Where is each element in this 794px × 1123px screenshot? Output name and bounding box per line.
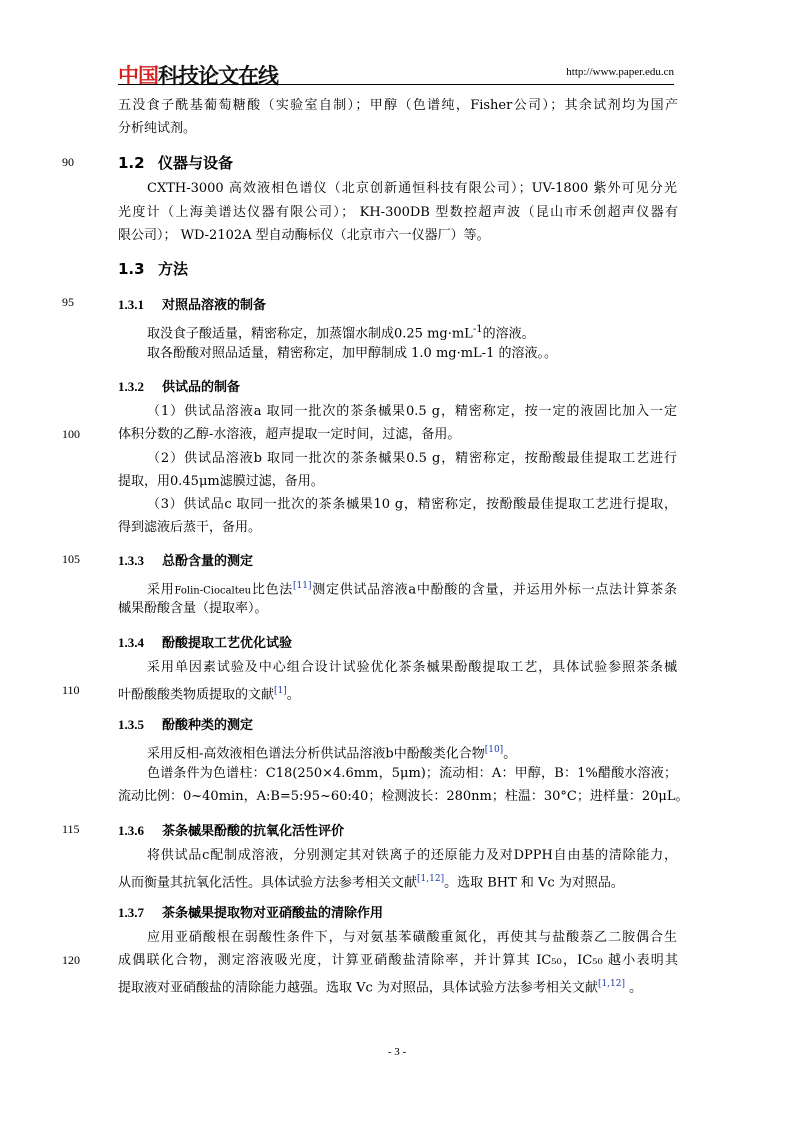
text-span: 。 [503, 746, 517, 762]
text-span: 测定供试品溶液a中酚酸的含量，并运用外标一点法计算茶条 [311, 582, 677, 598]
text-line: 采用单因素试验及中心组合设计试验优化茶条槭果酚酸提取工艺，具体试验参照茶条槭 [147, 660, 677, 675]
line-number: 95 [62, 295, 74, 309]
text-line [118, 974, 678, 998]
subsection-title: 酚酸种类的测定 [162, 718, 254, 733]
text-line: 将供试品c配制成溶液，分别测定其对铁离子的还原能力及对DPPH自由基的清除能力， [147, 848, 677, 863]
page-number: - 3 - [387, 1046, 407, 1058]
journal-logo [118, 60, 278, 90]
text-line: （2）供试品溶液b 取同一批次的茶条槭果0.5 g，精密称定，按酚酸最佳提取工艺进行 [147, 451, 677, 466]
superscript: -1 [472, 324, 483, 335]
subsection-heading [118, 550, 253, 569]
text-span: 从而衡量其抗氧化活性。具体试验方法参考相关文献 [118, 875, 418, 891]
text-span: 。 [286, 687, 300, 703]
header-url[interactable]: http://www.paper.edu.cn [566, 66, 674, 78]
text-line [118, 681, 678, 705]
text-line: 限公司）； WD-2102A 型自动酶标仪（北京市六一仪器厂）等。 [118, 228, 490, 243]
citation-link[interactable]: [10] [484, 745, 504, 755]
text-line: 五没食子酰基葡萄糖酸（实验室自制）；甲醇（色谱纯，Fisher公司）；其余试剂均为国产 [118, 98, 678, 113]
subsection-number: 1.3.1 [118, 297, 144, 312]
subsection-number: 1.3.2 [118, 379, 144, 394]
text-line [147, 740, 677, 764]
text-line: 流动比例：0~40min，A:B=5:95~60:40；检测波长：280nm；柱温：30°C；进样量：20μL。 [118, 789, 689, 804]
line-number: 100 [62, 427, 80, 441]
text-line: （1）供试品溶液a 取同一批次的茶条槭果0.5 g，精密称定，按一定的液固比加入一定 [147, 404, 677, 419]
subsection-title: 茶条槭果提取物对亚硝酸盐的清除作用 [162, 906, 384, 921]
text-line: 应用亚硝酸根在弱酸性条件下，与对氨基苯磺酸重氮化，再使其与盐酸萘乙二胺偶合生 [147, 930, 677, 945]
text-line: 取各酚酸对照品适量，精密称定，加甲醇制成 1.0 mg·mL-1 的溶液。。 [147, 346, 557, 361]
subsection-number: 1.3.6 [118, 823, 144, 838]
text-line: 分析纯试剂。 [118, 121, 197, 136]
section-heading [118, 152, 233, 173]
header-rule [118, 84, 674, 85]
section-number: 1.3 [118, 260, 145, 278]
section-title: 方法 [158, 260, 189, 278]
citation-link[interactable]: [1,12] [417, 874, 445, 884]
page-header [118, 56, 674, 86]
citation-link[interactable]: [1] [274, 686, 287, 696]
text-span: Folin-Ciocalteu [174, 585, 252, 597]
text-line: 槭果酚酸含量（提取率）。 [118, 601, 268, 616]
citation-link[interactable]: [11] [293, 581, 312, 591]
section-heading [118, 258, 188, 279]
text-line: （3）供试品c 取同一批次的茶条槭果10 g，精密称定，按酚酸最佳提取工艺进行提取， [147, 497, 677, 512]
line-number: 115 [62, 822, 80, 836]
subsection-heading [118, 632, 292, 651]
subsection-number: 1.3.5 [118, 717, 144, 732]
subsection-number: 1.3.4 [118, 635, 144, 650]
text-span: 。选取 BHT 和 Vc 为对照品。 [444, 875, 624, 891]
text-line [147, 320, 677, 344]
citation-link[interactable]: [1,12] [597, 979, 625, 989]
section-title: 仪器与设备 [158, 154, 234, 172]
logo-part1: 中国 [118, 64, 158, 88]
subsection-heading [118, 820, 344, 839]
subsection-heading [118, 902, 383, 921]
subsection-title: 总酚含量的测定 [162, 554, 254, 569]
text-span: 比色法 [251, 582, 294, 598]
text-line: CXTH-3000 高效液相色谱仪（北京创新通恒科技有限公司）；UV-1800 紫外可见分光 [147, 181, 677, 196]
text-span: 叶酚酸酸类物质提取的文献 [118, 687, 275, 703]
text-span: 提取液对亚硝酸盐的清除能力越强。选取 Vc 为对照品，具体试验方法参考相关文献 [118, 980, 598, 996]
line-number: 120 [62, 953, 80, 967]
text-line: 光度计（上海美谱达仪器有限公司）； KH-300DB 型数控超声波（昆山市禾创超声仪器有 [118, 205, 678, 220]
text-span: 采用 [147, 582, 175, 598]
subsection-heading [118, 294, 266, 313]
subsection-number: 1.3.3 [118, 553, 144, 568]
text-line: 成偶联化合物，测定溶液吸光度，计算亚硝酸盐清除率，并计算其 IC₅₀，IC₅₀ 越小表明其 [118, 953, 678, 968]
subsection-number: 1.3.7 [118, 905, 144, 920]
subsection-title: 酚酸提取工艺优化试验 [162, 636, 293, 651]
text-line [118, 869, 678, 893]
text-line: 得到滤液后蒸干，备用。 [118, 520, 262, 535]
subsection-title: 供试品的制备 [162, 380, 241, 395]
logo-part2: 科技论文在线 [158, 64, 278, 88]
line-number: 105 [62, 552, 80, 566]
text-line: 体积分数的乙醇-水溶液，超声提取一定时间，过滤，备用。 [118, 427, 461, 442]
subsection-heading [118, 714, 253, 733]
text-line: 色谱条件为色谱柱：C18(250×4.6mm，5μm)；流动相：A：甲醇，B：1%醋酸水溶液； [147, 766, 677, 781]
text-span: 的溶液。 [482, 326, 535, 342]
text-line: 提取，用0.45μm滤膜过滤，备用。 [118, 474, 324, 489]
subsection-title: 对照品溶液的制备 [162, 298, 267, 313]
line-number: 90 [62, 155, 74, 169]
line-number: 110 [62, 683, 80, 697]
text-span: 。 [625, 980, 643, 996]
text-span: 采用反相-高效液相色谱法分析供试品溶液b中酚酸类化合物 [147, 746, 485, 762]
text-line [147, 576, 677, 601]
text-span: 取没食子酸适量，精密称定，加蒸馏水制成0.25 mg·mL [147, 326, 473, 342]
section-number: 1.2 [118, 154, 145, 172]
subsection-title: 茶条槭果酚酸的抗氧化活性评价 [162, 824, 345, 839]
subsection-heading [118, 376, 240, 395]
